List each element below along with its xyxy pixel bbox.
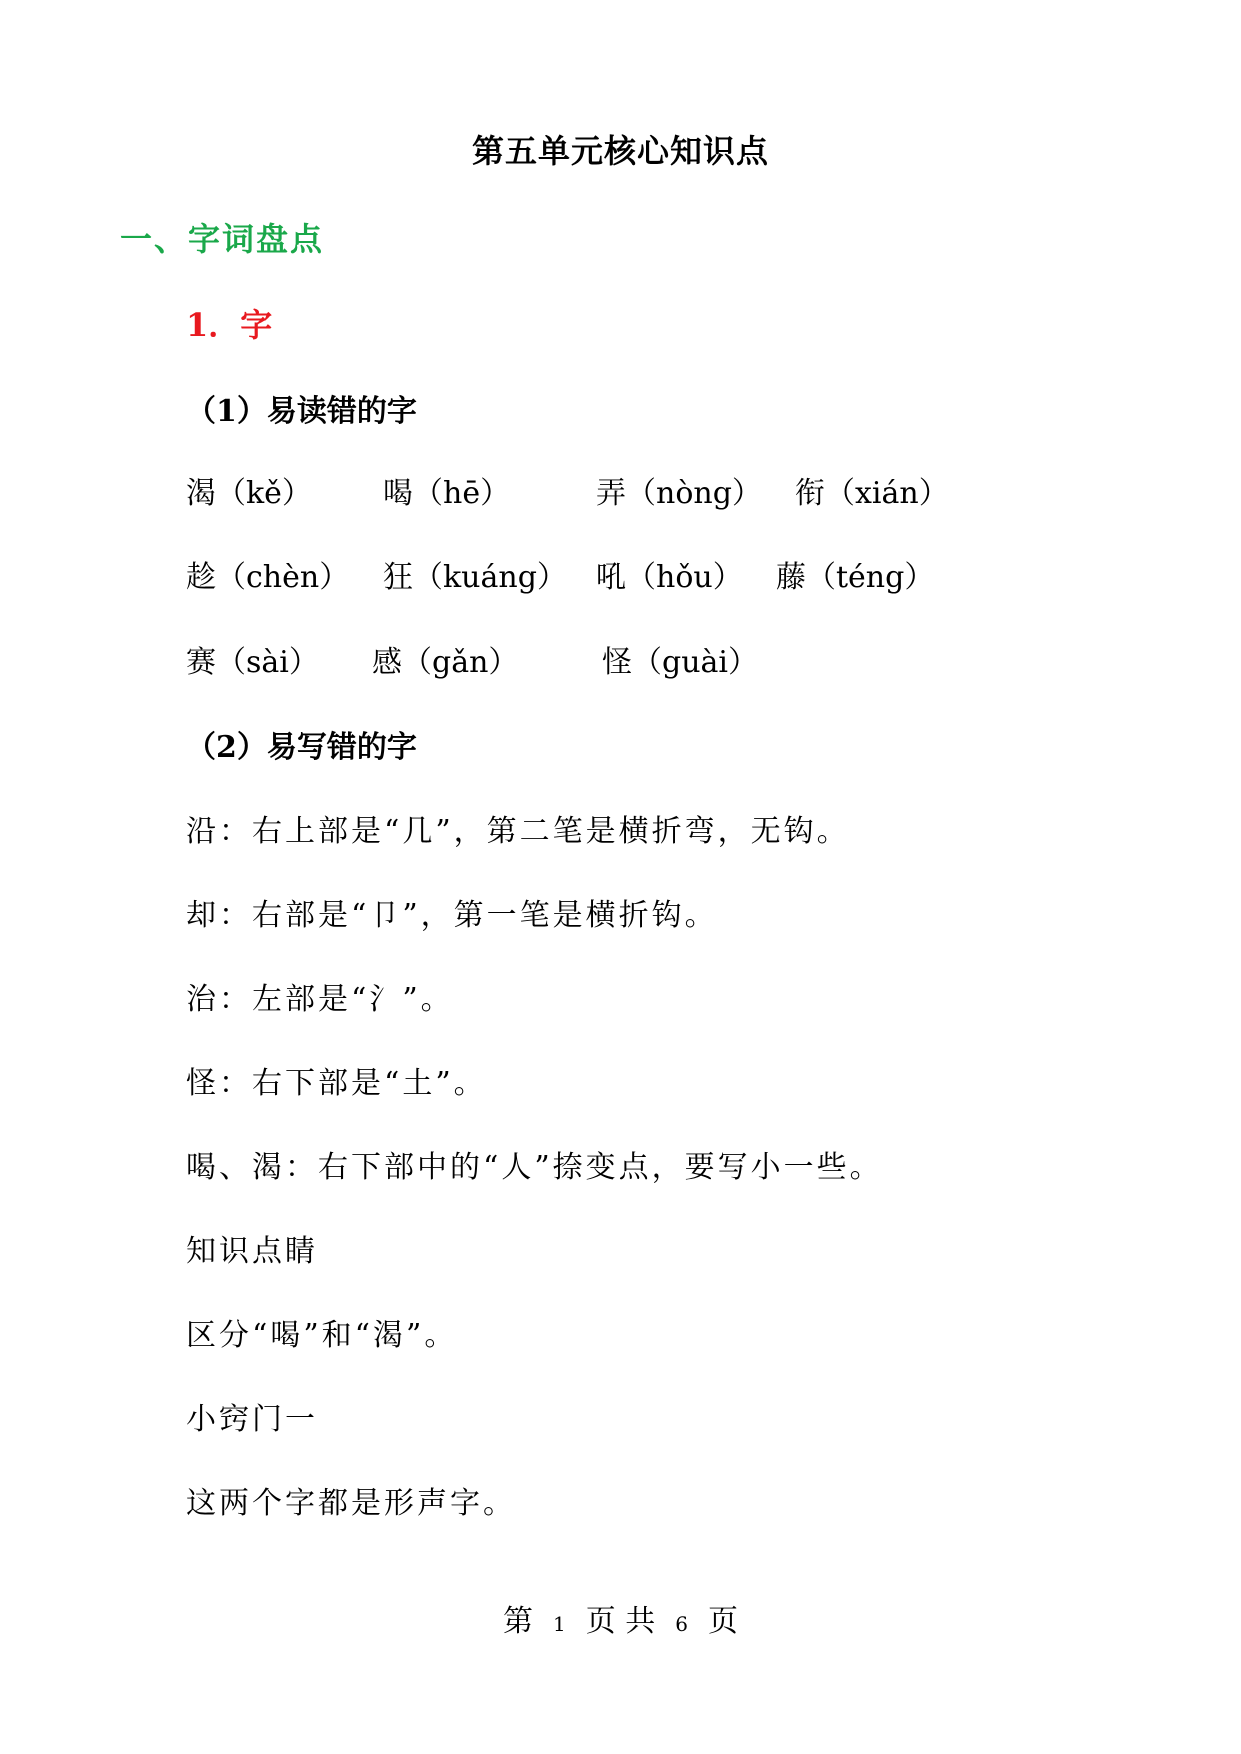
misread-char: 藤（téng） [776,560,935,595]
misread-char: 趁（chèn） [186,560,350,595]
misread-char: 喝（hē） [383,476,511,511]
total-pages: 6 [675,1612,688,1636]
page-footer [0,1596,1241,1640]
miswrite-line: 沿：右上部是“几”，第二笔是横折弯，无钩。 [186,814,850,849]
knowledge-tip-label: 知识点睛 [186,1234,318,1269]
miswrite-line: 喝、渴：右下部中的“人”捺变点，要写小一些。 [186,1150,883,1185]
misread-char: 吼（hǒu） [596,560,743,595]
misread-char: 渴（kě） [186,476,312,511]
footer-middle: 页 共 [585,1604,656,1639]
heading-easy-to-miswrite: （2）易写错的字 [186,730,417,765]
misread-char: 衔（xián） [795,476,949,511]
footer-suffix: 页 [708,1604,738,1639]
miswrite-line: 这两个字都是形声字。 [186,1486,516,1521]
misread-char: 赛（sài） [186,645,319,680]
misread-char: 狂（kuáng） [383,560,567,595]
footer-prefix: 第 [502,1604,533,1639]
section-heading-word-review: 一、字词盘点 [120,220,325,258]
misread-row-3 [0,637,1241,680]
misread-char: 怪（guài） [602,645,759,680]
miswrite-line: 区分“喝”和“渴”。 [186,1318,458,1353]
miswrite-line: 却：右部是“卩”，第一笔是横折钩。 [186,898,718,933]
misread-row-2 [0,552,1241,595]
tip-label: 小窍门一 [186,1402,318,1437]
heading-easy-to-misread: （1）易读错的字 [186,394,417,429]
miswrite-line: 治：左部是“氵”。 [186,982,454,1017]
page-number: 1 [552,1612,566,1636]
miswrite-line: 怪：右下部是“土”。 [186,1066,487,1101]
misread-row-1 [0,468,1241,511]
sub-heading-characters: 1．字 [186,306,273,344]
page-title: 第五单元核心知识点 [471,132,769,170]
misread-char: 感（gǎn） [372,645,519,680]
misread-char: 弄（nòng） [596,476,762,511]
